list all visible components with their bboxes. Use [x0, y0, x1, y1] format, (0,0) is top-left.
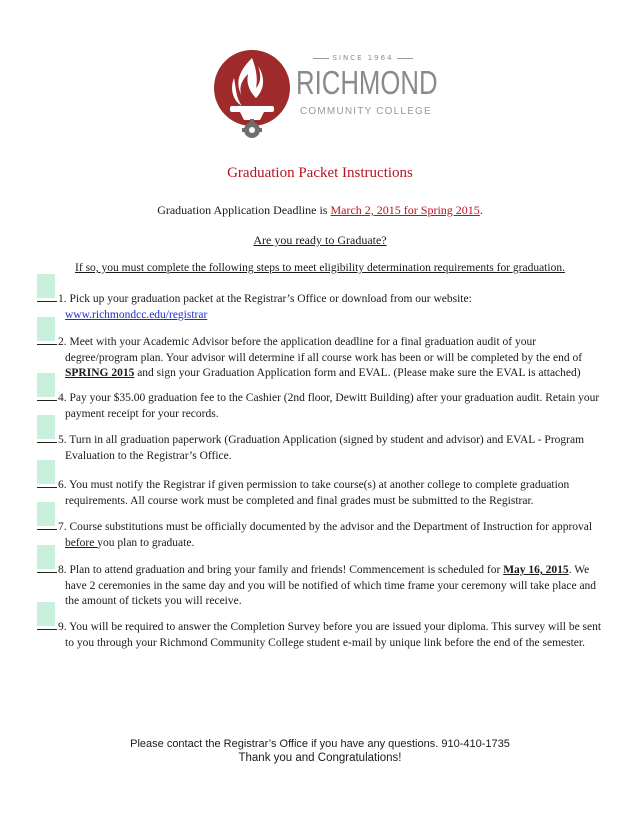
- eval-note: (Please make sure the EVAL is attached): [393, 367, 581, 379]
- page-title: Graduation Packet Instructions: [227, 165, 413, 181]
- college-logo: [212, 44, 438, 140]
- step-8: 8. Plan to attend graduation and bring your family and friends! Commencement is scheduled for May 16, 2015. We have 2 ceremonies in the same day and you will be notified of which time frame your ceremony will take place and the amount of tickets you will receive.: [37, 561, 607, 610]
- step-5: 5. Turn in all graduation paperwork (Graduation Application (signed by student and advisor) and EVAL - Program Evaluation to the Registrar’s Office.: [37, 431, 607, 464]
- logo-subtitle: COMMUNITY COLLEGE: [300, 106, 432, 117]
- step-7: 7. Course substitutions must be officially documented by the advisor and the Department of Instruction for approval before you plan to graduate.: [37, 518, 607, 551]
- deadline-date: March 2, 2015 for Spring 2015: [330, 203, 480, 217]
- before-underlined: before: [65, 536, 98, 549]
- deadline-prefix: Graduation Application Deadline is: [157, 203, 331, 217]
- logo-name: RICHMOND: [296, 64, 438, 101]
- requirements-intro: If so, you must complete the following steps to meet eligibility determination requirements for graduation.: [75, 262, 565, 274]
- checkbox-blank: [37, 290, 57, 302]
- deadline-line: [0, 203, 640, 218]
- deadline-suffix: .: [479, 203, 483, 217]
- term-spring-2015: SPRING 2015: [65, 367, 135, 379]
- step-1: 1. Pick up your graduation packet at the Registrar’s Office or download from our website: www.richmondcc.edu/registrar: [37, 290, 607, 323]
- step-4: 4. Pay your $35.00 graduation fee to the Cashier (2nd floor, Dewitt Building) after your graduation audit. Retain your payment receipt for your records.: [37, 389, 607, 422]
- commencement-date: May 16, 2015: [503, 564, 569, 576]
- contact-footer: Please contact the Registrar’s Office if you have any questions. 910-410-1735: [130, 738, 510, 750]
- ready-heading: Are you ready to Graduate?: [253, 233, 387, 247]
- registrar-link[interactable]: www.richmondcc.edu/registrar: [65, 308, 208, 321]
- step-9: 9. You will be required to answer the Completion Survey before you are issued your diploma. This survey will be sent to you through your Richmond Community College student e-mail by unique link before the end of the semester.: [37, 618, 607, 651]
- thanks-footer: Thank you and Congratulations!: [238, 752, 402, 764]
- step-6: 6. You must notify the Registrar if given permission to take course(s) at another college to complete graduation requirements. All course work must be completed and final grades must be submitted to the Registrar.: [37, 476, 607, 509]
- step-2: 2. Meet with your Academic Advisor before the application deadline for a final graduation audit of your degree/program plan. Your advisor will determine if all course work has been or will be completed by the end of SPRING 2015 and sign your Graduation Application form and EVAL. (Please make sure the EVAL is attached): [37, 333, 607, 382]
- torch-gear-logo-icon: [212, 44, 296, 140]
- logo-since: SINCE 1964: [300, 54, 426, 62]
